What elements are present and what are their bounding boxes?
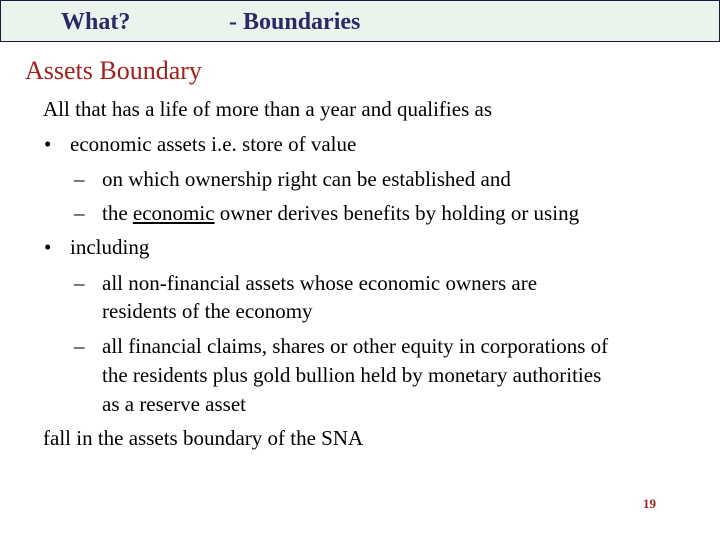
sub-item-4-marker: –: [74, 334, 85, 358]
bullet-1-text: economic assets i.e. store of value: [70, 132, 357, 156]
title-boundaries: - Boundaries: [229, 9, 361, 35]
sub-item-4-line-3: as a reserve asset: [102, 392, 247, 416]
sub-item-4-line-1: all financial claims, shares or other equity in corporations of: [102, 334, 609, 358]
economic-underlined: economic: [132, 201, 215, 225]
bullet-2-text: including: [70, 235, 150, 259]
sub-item-1-marker: –: [74, 167, 85, 191]
sub-item-1-text: on which ownership right can be established and: [102, 167, 511, 191]
title-what: What?: [61, 9, 131, 35]
intro-text: All that has a life of more than a year and qualifies as: [43, 97, 492, 121]
bullet-2-marker: •: [44, 235, 52, 259]
sub-item-3-marker: –: [74, 271, 85, 295]
conclusion-text: fall in the assets boundary of the SNA: [43, 426, 364, 450]
sub-item-3-line-1: all non-financial assets whose economic owners are: [102, 271, 538, 295]
sub-item-2-text: [102, 201, 579, 226]
sub-item-4-line-2: the residents plus gold bullion held by monetary authorities: [102, 363, 602, 387]
section-heading: Assets Boundary: [25, 56, 202, 85]
sub-item-3-line-2: residents of the economy: [102, 299, 313, 323]
sub-item-2-prefix: the: [102, 201, 133, 225]
sub-item-2-suffix: owner derives benefits by holding or using: [214, 201, 580, 225]
title-bar: [0, 0, 720, 42]
sub-item-2-marker: –: [74, 201, 85, 225]
bullet-1-marker: •: [44, 132, 52, 156]
page-number: 19: [643, 496, 656, 511]
